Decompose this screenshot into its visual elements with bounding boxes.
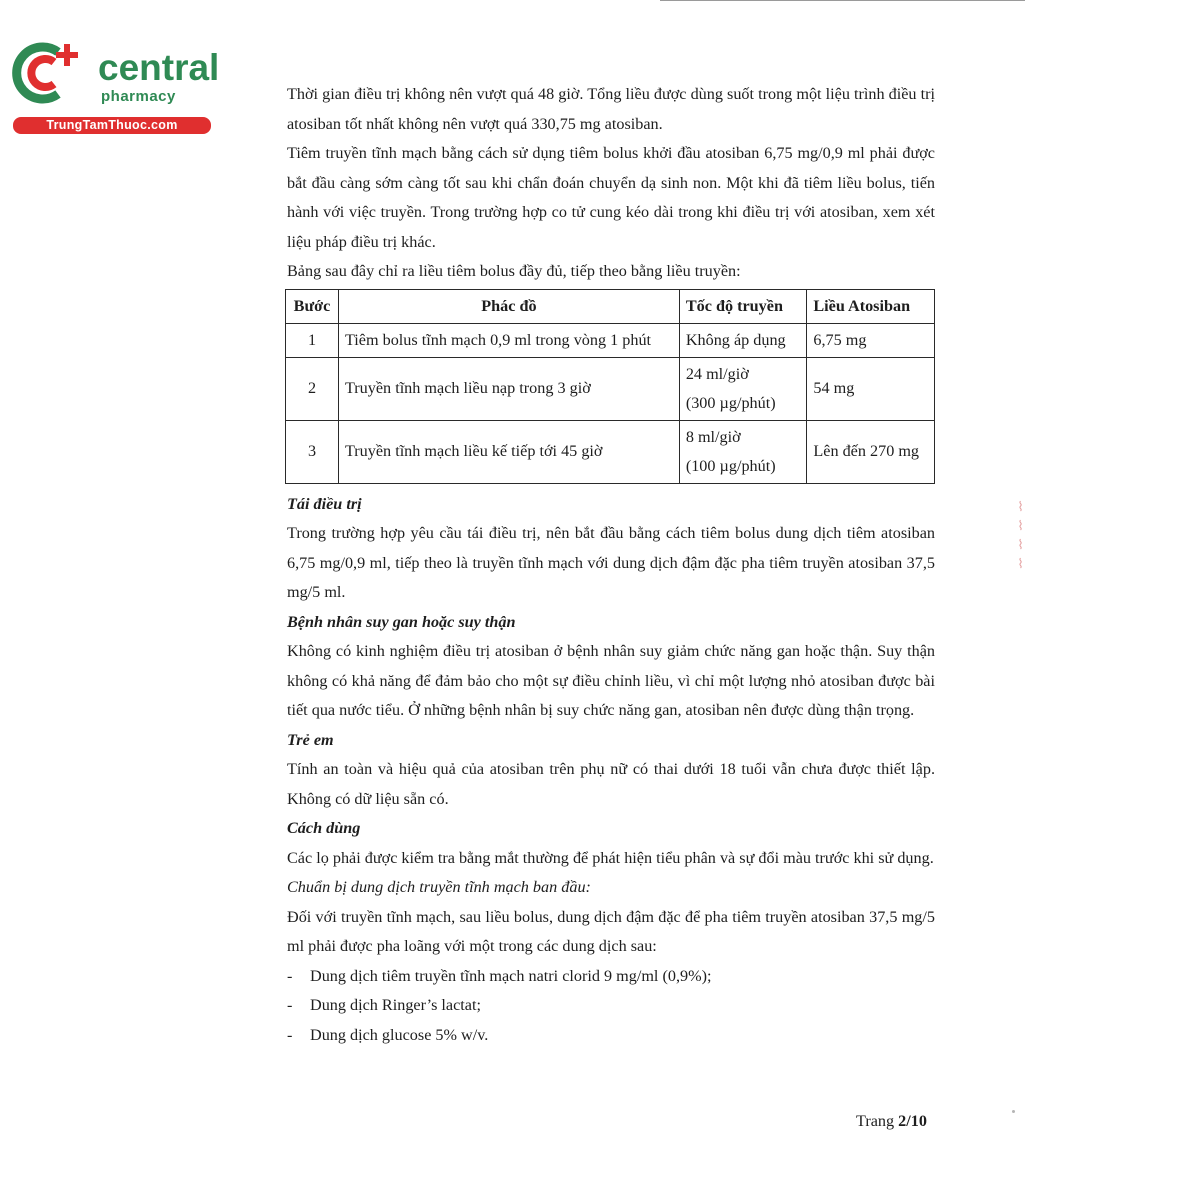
scan-speck xyxy=(1012,1110,1015,1113)
cell-regimen: Tiêm bolus tĩnh mạch 0,9 ml trong vòng 1 phút xyxy=(338,323,679,357)
table-row xyxy=(286,420,935,483)
header-step: Bước xyxy=(286,289,339,323)
cell-step: 3 xyxy=(286,420,339,483)
dosage-table xyxy=(285,289,935,484)
logo-brand-name: central xyxy=(98,47,220,88)
faint-margin-stamp: ⌇⌇⌇⌇ xyxy=(1013,500,1028,576)
cell-rate-line: 8 ml/giờ xyxy=(685,427,741,446)
heading-hepatic-renal: Bệnh nhân suy gan hoặc suy thận xyxy=(287,612,516,631)
cell-rate-line: Không áp dụng xyxy=(685,330,786,349)
list-item-text: Dung dịch glucose 5% w/v. xyxy=(310,1025,489,1044)
pharmacy-plus-icon xyxy=(10,38,90,108)
table-row xyxy=(286,323,935,357)
list-item-text: Dung dịch Ringer’s lactat; xyxy=(310,996,481,1014)
heading-retreatment: Tái điều trị xyxy=(287,494,362,513)
cell-rate-line: 24 ml/giờ xyxy=(685,364,749,383)
cell-rate xyxy=(679,357,807,420)
list-item xyxy=(287,1021,935,1051)
list-dash: - xyxy=(287,1025,293,1044)
cell-step: 2 xyxy=(286,357,339,420)
header-rate: Tốc độ truyền xyxy=(679,289,807,323)
heading-children: Trẻ em xyxy=(287,730,334,749)
heading-preparation: Chuẩn bị dung dịch truyền tĩnh mạch ban đầu: xyxy=(287,878,591,896)
table-row xyxy=(286,357,935,420)
list-item xyxy=(287,991,935,1021)
cell-dose: 6,75 mg xyxy=(807,323,935,357)
cell-regimen: Truyền tĩnh mạch liều nạp trong 3 giờ xyxy=(338,357,679,420)
cell-dose: 54 mg xyxy=(807,357,935,420)
header-dose: Liều Atosiban xyxy=(807,289,935,323)
table-header-row xyxy=(286,289,935,323)
cell-rate-line: (100 µg/phút) xyxy=(685,456,776,475)
top-border-line xyxy=(660,0,1025,1)
cell-rate xyxy=(679,323,807,357)
list-dash: - xyxy=(287,996,293,1014)
document-body xyxy=(287,80,935,1050)
list-item xyxy=(287,962,935,992)
cell-rate-line: (300 µg/phút) xyxy=(685,393,776,412)
paragraph-duration: Thời gian điều trị không nên vượt quá 48 giờ. Tổng liều được dùng suốt trong một liệu trình điều trị atosiban tốt nhất không nên vượt quá 330,75 mg atosiban. xyxy=(287,85,935,133)
cell-step: 1 xyxy=(286,323,339,357)
logo-site-url[interactable]: TrungTamThuoc.com xyxy=(13,117,211,134)
cell-rate xyxy=(679,420,807,483)
paragraph-bolus: Tiêm truyền tĩnh mạch bằng cách sử dụng tiêm bolus khởi đầu atosiban 6,75 mg/0,9 ml phải được bắt đầu càng sớm càng tốt sau khi chẩn đoán chuyển dạ sinh non. Một khi đã tiêm liều bolus, tiến hành với việc truyền. Trong trường hợp co tử cung kéo dài trong khi điều trị với atosiban, xem xét liệu pháp điều trị khác. xyxy=(287,144,935,251)
header-regimen: Phác đồ xyxy=(338,289,679,323)
paragraph-retreatment: Trong trường hợp yêu cầu tái điều trị, nên bắt đầu bằng cách tiêm bolus dung dịch tiêm atosiban 6,75 mg/0,9 ml, tiếp theo là truyền tĩnh mạch với dung dịch đậm đặc pha tiêm truyền atosiban 37,5 mg/5 ml. xyxy=(287,524,935,601)
page-number xyxy=(856,1112,927,1131)
cell-dose: Lên đến 270 mg xyxy=(807,420,935,483)
paragraph-table-intro: Bảng sau đây chỉ ra liều tiêm bolus đầy đủ, tiếp theo bằng liều truyền: xyxy=(287,262,741,280)
heading-usage: Cách dùng xyxy=(287,819,361,837)
cell-regimen: Truyền tĩnh mạch liều kế tiếp tới 45 giờ xyxy=(338,420,679,483)
logo-brand-sub: pharmacy xyxy=(101,88,176,105)
paragraph-children: Tính an toàn và hiệu quả của atosiban trên phụ nữ có thai dưới 18 tuổi vẫn chưa được thiết lập. Không có dữ liệu sẵn có. xyxy=(287,760,935,808)
paragraph-hepatic-renal: Không có kinh nghiệm điều trị atosiban ở bệnh nhân suy giảm chức năng gan hoặc thận. Suy thận không có khả năng để đảm bảo cho một sự điều chỉnh liều, vì chỉ một lượng nhỏ atosiban được bài tiết qua nước tiểu. Ở những bệnh nhân bị suy chức năng gan, atosiban nên được dùng thận trọng. xyxy=(287,642,935,719)
list-dash: - xyxy=(287,966,293,985)
page-label: Trang xyxy=(856,1112,895,1130)
paragraph-usage: Các lọ phải được kiểm tra bằng mắt thường để phát hiện tiểu phân và sự đổi màu trước khi sử dụng. xyxy=(287,848,934,867)
paragraph-preparation: Đối với truyền tĩnh mạch, sau liều bolus, dung dịch đậm đặc để pha tiêm truyền atosiban 37,5 mg/5 ml phải được pha loãng với một trong các dung dịch sau: xyxy=(287,907,935,955)
central-pharmacy-logo[interactable] xyxy=(10,38,220,138)
list-item-text: Dung dịch tiêm truyền tĩnh mạch natri clorid 9 mg/ml (0,9%); xyxy=(310,966,712,985)
page-value: 2/10 xyxy=(898,1112,927,1130)
